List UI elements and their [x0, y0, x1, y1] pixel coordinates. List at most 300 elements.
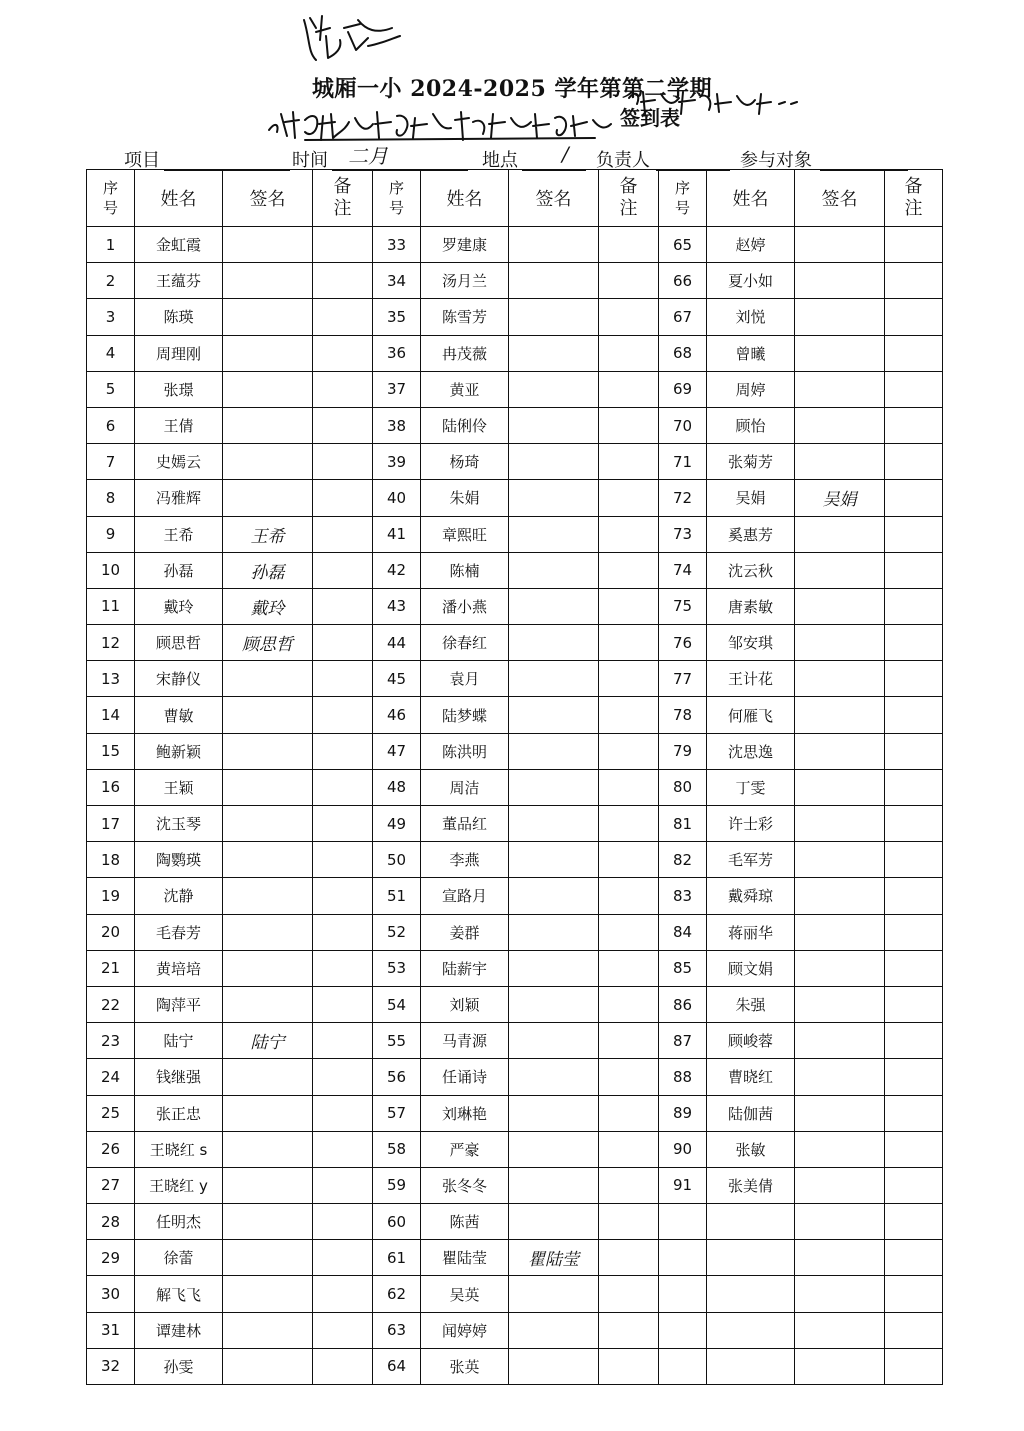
table-row	[87, 516, 943, 552]
seq-cell: 30	[87, 1276, 135, 1312]
name-cell: 奚惠芳	[707, 516, 795, 552]
note-cell[interactable]	[885, 950, 943, 986]
table-row	[87, 842, 943, 878]
note-cell[interactable]	[313, 1348, 373, 1384]
table-row	[87, 335, 943, 371]
note-cell[interactable]	[313, 769, 373, 805]
signature-cell[interactable]	[223, 1348, 313, 1384]
signature-cell[interactable]	[509, 1131, 599, 1167]
signature-cell[interactable]	[509, 227, 599, 263]
seq-cell: 25	[87, 1095, 135, 1131]
name-cell: 陶萍平	[135, 986, 223, 1022]
note-cell[interactable]	[313, 1240, 373, 1276]
signature-cell[interactable]	[795, 842, 885, 878]
subtitle-suffix: 签到表	[620, 106, 680, 130]
note-cell[interactable]	[885, 480, 943, 516]
signature-cell[interactable]	[223, 480, 313, 516]
note-cell[interactable]	[599, 263, 659, 299]
name-cell: 黄培培	[135, 950, 223, 986]
note-cell[interactable]	[599, 1276, 659, 1312]
signature-cell[interactable]	[795, 1204, 885, 1240]
signature-cell[interactable]	[509, 661, 599, 697]
note-cell[interactable]	[885, 588, 943, 624]
name-cell: 张英	[421, 1348, 509, 1384]
signature-cell[interactable]	[509, 625, 599, 661]
note-cell[interactable]	[885, 263, 943, 299]
note-cell[interactable]	[885, 1276, 943, 1312]
note-cell[interactable]	[313, 914, 373, 950]
signature-cell[interactable]	[509, 697, 599, 733]
name-cell: 姜群	[421, 914, 509, 950]
note-cell[interactable]	[599, 480, 659, 516]
name-cell	[707, 1348, 795, 1384]
seq-cell: 71	[659, 444, 707, 480]
signature-cell[interactable]	[795, 661, 885, 697]
note-cell[interactable]	[599, 552, 659, 588]
seq-cell: 26	[87, 1131, 135, 1167]
signature-cell[interactable]	[509, 950, 599, 986]
name-cell: 戴玲	[135, 588, 223, 624]
signature-cell[interactable]	[509, 299, 599, 335]
note-cell[interactable]	[599, 299, 659, 335]
table-row	[87, 1312, 943, 1348]
signature-cell[interactable]	[509, 516, 599, 552]
signature-cell[interactable]	[223, 299, 313, 335]
seq-cell: 45	[373, 661, 421, 697]
signature-cell[interactable]	[509, 1348, 599, 1384]
table-row	[87, 1204, 943, 1240]
note-cell[interactable]	[885, 1312, 943, 1348]
note-cell[interactable]	[885, 1348, 943, 1384]
note-cell[interactable]	[885, 1059, 943, 1095]
name-cell: 汤月兰	[421, 263, 509, 299]
name-cell: 陈洪明	[421, 733, 509, 769]
note-cell[interactable]	[885, 371, 943, 407]
note-header: 备 注	[599, 170, 659, 227]
signature-cell[interactable]	[509, 335, 599, 371]
note-cell[interactable]	[313, 227, 373, 263]
name-cell: 李燕	[421, 842, 509, 878]
name-cell: 吴英	[421, 1276, 509, 1312]
signature-cell[interactable]	[795, 1059, 885, 1095]
seq-cell	[659, 1204, 707, 1240]
signature-cell[interactable]	[223, 842, 313, 878]
name-cell: 董品红	[421, 806, 509, 842]
seq-cell: 37	[373, 371, 421, 407]
signature-cell[interactable]	[223, 986, 313, 1022]
name-cell: 张冬冬	[421, 1167, 509, 1203]
name-cell: 毛春芳	[135, 914, 223, 950]
name-cell: 陆梦蝶	[421, 697, 509, 733]
note-cell[interactable]	[885, 1023, 943, 1059]
note-cell[interactable]	[599, 878, 659, 914]
signature-cell[interactable]	[795, 733, 885, 769]
signature-cell[interactable]	[223, 1059, 313, 1095]
signature-cell[interactable]	[223, 697, 313, 733]
note-cell[interactable]	[313, 1276, 373, 1312]
signature-cell[interactable]	[223, 516, 313, 552]
signature-cell[interactable]	[795, 480, 885, 516]
note-cell[interactable]	[885, 335, 943, 371]
name-cell: 王晓红 s	[135, 1131, 223, 1167]
note-cell[interactable]	[885, 407, 943, 443]
note-cell[interactable]	[599, 806, 659, 842]
name-cell: 罗建康	[421, 227, 509, 263]
seq-cell: 86	[659, 986, 707, 1022]
table-row	[87, 1095, 943, 1131]
name-cell: 赵婷	[707, 227, 795, 263]
note-cell[interactable]	[599, 335, 659, 371]
signature-cell[interactable]	[795, 552, 885, 588]
signature-cell[interactable]	[795, 227, 885, 263]
signature-cell[interactable]	[509, 371, 599, 407]
note-cell[interactable]	[313, 371, 373, 407]
signature-cell[interactable]	[509, 588, 599, 624]
note-cell[interactable]	[313, 1131, 373, 1167]
note-cell[interactable]	[599, 1312, 659, 1348]
signature-cell[interactable]	[509, 1276, 599, 1312]
note-cell[interactable]	[885, 661, 943, 697]
seq-cell: 59	[373, 1167, 421, 1203]
signature-cell[interactable]	[795, 950, 885, 986]
signature-cell[interactable]	[509, 986, 599, 1022]
signature-cell[interactable]	[795, 806, 885, 842]
note-cell[interactable]	[313, 661, 373, 697]
signature-cell[interactable]	[509, 878, 599, 914]
name-cell: 朱娟	[421, 480, 509, 516]
signature-cell[interactable]	[509, 1312, 599, 1348]
note-cell[interactable]	[313, 480, 373, 516]
note-cell[interactable]	[313, 878, 373, 914]
table-row	[87, 806, 943, 842]
seq-cell: 81	[659, 806, 707, 842]
name-cell: 周洁	[421, 769, 509, 805]
name-cell: 刘琳艳	[421, 1095, 509, 1131]
signature-cell[interactable]	[223, 1204, 313, 1240]
seq-cell: 43	[373, 588, 421, 624]
signature-cell[interactable]	[223, 914, 313, 950]
signature-cell[interactable]	[509, 1095, 599, 1131]
note-cell[interactable]	[885, 1204, 943, 1240]
signature-cell[interactable]	[223, 552, 313, 588]
table-row	[87, 914, 943, 950]
seq-cell: 65	[659, 227, 707, 263]
note-cell[interactable]	[885, 842, 943, 878]
name-cell: 张正忠	[135, 1095, 223, 1131]
table-row	[87, 1348, 943, 1384]
note-cell[interactable]	[313, 299, 373, 335]
seq-cell: 77	[659, 661, 707, 697]
name-cell: 沈云秋	[707, 552, 795, 588]
signature-cell[interactable]	[795, 407, 885, 443]
signature-cell[interactable]	[223, 1095, 313, 1131]
signature-cell[interactable]	[795, 444, 885, 480]
name-cell: 陈茜	[421, 1204, 509, 1240]
note-cell[interactable]	[599, 371, 659, 407]
seq-cell: 2	[87, 263, 135, 299]
note-cell[interactable]	[885, 227, 943, 263]
note-cell[interactable]	[599, 407, 659, 443]
signature-cell[interactable]	[509, 444, 599, 480]
signature-cell[interactable]	[795, 986, 885, 1022]
note-cell[interactable]	[599, 661, 659, 697]
note-cell[interactable]	[599, 733, 659, 769]
signature-cell[interactable]	[795, 371, 885, 407]
note-cell[interactable]	[313, 263, 373, 299]
seq-cell	[659, 1348, 707, 1384]
signature-cell[interactable]	[223, 1167, 313, 1203]
note-cell[interactable]	[599, 697, 659, 733]
signature-cell[interactable]	[223, 227, 313, 263]
signature-cell[interactable]	[509, 1240, 599, 1276]
note-cell[interactable]	[313, 1204, 373, 1240]
note-cell[interactable]	[599, 1240, 659, 1276]
name-cell: 沈思逸	[707, 733, 795, 769]
note-cell[interactable]	[599, 1348, 659, 1384]
name-cell: 严豪	[421, 1131, 509, 1167]
handwritten-signature: 瞿陆莹	[528, 1250, 579, 1271]
name-cell: 袁月	[421, 661, 509, 697]
signature-cell[interactable]	[223, 263, 313, 299]
seq-cell: 9	[87, 516, 135, 552]
seq-cell: 47	[373, 733, 421, 769]
seq-cell: 50	[373, 842, 421, 878]
name-cell: 张敏	[707, 1131, 795, 1167]
note-cell[interactable]	[885, 1131, 943, 1167]
note-cell[interactable]	[885, 1095, 943, 1131]
name-cell: 戴舜琼	[707, 878, 795, 914]
seq-cell: 66	[659, 263, 707, 299]
name-cell: 金虹霞	[135, 227, 223, 263]
note-cell[interactable]	[599, 914, 659, 950]
note-cell[interactable]	[599, 1204, 659, 1240]
signature-cell[interactable]	[223, 1131, 313, 1167]
signature-cell[interactable]	[795, 335, 885, 371]
note-cell[interactable]	[599, 1167, 659, 1203]
handwritten-subtitle-ink	[265, 100, 615, 144]
note-cell[interactable]	[885, 986, 943, 1022]
note-cell[interactable]	[313, 588, 373, 624]
name-cell: 周理刚	[135, 335, 223, 371]
signature-cell[interactable]	[223, 1240, 313, 1276]
signature-cell[interactable]	[795, 878, 885, 914]
note-cell[interactable]	[313, 697, 373, 733]
note-cell[interactable]	[885, 552, 943, 588]
table-row	[87, 986, 943, 1022]
signature-cell[interactable]	[795, 1240, 885, 1276]
name-header: 姓名	[135, 170, 223, 227]
note-cell[interactable]	[313, 733, 373, 769]
signature-cell[interactable]	[223, 1276, 313, 1312]
note-cell[interactable]	[313, 986, 373, 1022]
table-row	[87, 661, 943, 697]
signature-cell[interactable]	[509, 769, 599, 805]
handwritten-signature: 顾思哲	[242, 635, 293, 656]
table-row	[87, 1131, 943, 1167]
note-cell[interactable]	[313, 806, 373, 842]
seq-cell: 76	[659, 625, 707, 661]
signature-cell[interactable]	[509, 806, 599, 842]
signature-cell[interactable]	[223, 371, 313, 407]
name-cell: 何雁飞	[707, 697, 795, 733]
signature-cell[interactable]	[509, 407, 599, 443]
seq-cell: 48	[373, 769, 421, 805]
signature-cell[interactable]	[509, 842, 599, 878]
seq-cell: 41	[373, 516, 421, 552]
signature-cell[interactable]	[509, 1059, 599, 1095]
note-cell[interactable]	[885, 697, 943, 733]
seq-cell: 54	[373, 986, 421, 1022]
handwritten-signature: 吴娟	[822, 490, 857, 511]
signature-cell[interactable]	[795, 516, 885, 552]
note-cell[interactable]	[599, 1059, 659, 1095]
signature-cell[interactable]	[223, 950, 313, 986]
seq-cell: 61	[373, 1240, 421, 1276]
note-cell[interactable]	[313, 625, 373, 661]
signature-cell[interactable]	[223, 444, 313, 480]
note-cell[interactable]	[313, 1312, 373, 1348]
signature-cell[interactable]	[795, 914, 885, 950]
signature-cell[interactable]	[223, 588, 313, 624]
name-cell: 毛军芳	[707, 842, 795, 878]
note-cell[interactable]	[885, 444, 943, 480]
seq-header: 序 号	[373, 170, 421, 227]
handwritten-signature: 戴玲	[250, 598, 285, 619]
note-cell[interactable]	[885, 806, 943, 842]
name-cell: 张美倩	[707, 1167, 795, 1203]
signature-cell[interactable]	[795, 1312, 885, 1348]
name-cell: 冯雅辉	[135, 480, 223, 516]
note-cell[interactable]	[599, 842, 659, 878]
signature-cell[interactable]	[795, 1095, 885, 1131]
note-cell[interactable]	[885, 516, 943, 552]
signature-cell[interactable]	[223, 878, 313, 914]
signature-cell[interactable]	[223, 661, 313, 697]
subtitle-row	[265, 100, 765, 144]
note-cell[interactable]	[885, 769, 943, 805]
name-cell: 邹安琪	[707, 625, 795, 661]
note-cell[interactable]	[599, 769, 659, 805]
signature-cell[interactable]	[223, 1312, 313, 1348]
note-cell[interactable]	[885, 625, 943, 661]
signature-cell[interactable]	[223, 769, 313, 805]
note-cell[interactable]	[599, 1095, 659, 1131]
signature-cell[interactable]	[795, 299, 885, 335]
seq-cell: 8	[87, 480, 135, 516]
note-cell[interactable]	[313, 1167, 373, 1203]
signature-cell[interactable]	[795, 697, 885, 733]
signature-cell[interactable]	[509, 1167, 599, 1203]
signature-cell[interactable]	[223, 733, 313, 769]
seq-cell: 82	[659, 842, 707, 878]
seq-cell	[659, 1276, 707, 1312]
signature-cell[interactable]	[223, 407, 313, 443]
name-cell: 张菊芳	[707, 444, 795, 480]
note-cell[interactable]	[599, 950, 659, 986]
note-cell[interactable]	[885, 1167, 943, 1203]
note-cell[interactable]	[885, 1240, 943, 1276]
signature-cell[interactable]	[223, 1023, 313, 1059]
signature-cell[interactable]	[223, 335, 313, 371]
note-cell[interactable]	[313, 1023, 373, 1059]
note-cell[interactable]	[313, 1095, 373, 1131]
signature-cell[interactable]	[509, 733, 599, 769]
seq-cell: 63	[373, 1312, 421, 1348]
signature-cell[interactable]	[795, 1023, 885, 1059]
note-cell[interactable]	[885, 733, 943, 769]
note-cell[interactable]	[599, 1023, 659, 1059]
seq-cell: 88	[659, 1059, 707, 1095]
signature-cell[interactable]	[795, 769, 885, 805]
table-row	[87, 407, 943, 443]
seq-cell: 91	[659, 1167, 707, 1203]
signature-cell[interactable]	[509, 914, 599, 950]
seq-cell: 69	[659, 371, 707, 407]
signature-cell[interactable]	[795, 1348, 885, 1384]
signature-cell[interactable]	[509, 552, 599, 588]
name-cell: 孙磊	[135, 552, 223, 588]
seq-header: 序 号	[87, 170, 135, 227]
note-cell[interactable]	[599, 986, 659, 1022]
name-header: 姓名	[421, 170, 509, 227]
signature-cell[interactable]	[795, 625, 885, 661]
name-cell: 周婷	[707, 371, 795, 407]
note-cell[interactable]	[599, 588, 659, 624]
note-cell[interactable]	[885, 914, 943, 950]
signature-cell[interactable]	[795, 588, 885, 624]
note-cell[interactable]	[599, 625, 659, 661]
name-cell: 陆薪宇	[421, 950, 509, 986]
signature-cell[interactable]	[223, 806, 313, 842]
note-cell[interactable]	[599, 1131, 659, 1167]
seq-cell: 70	[659, 407, 707, 443]
seq-cell: 49	[373, 806, 421, 842]
name-cell: 张璟	[135, 371, 223, 407]
note-cell[interactable]	[313, 842, 373, 878]
note-cell[interactable]	[313, 1059, 373, 1095]
note-cell[interactable]	[599, 444, 659, 480]
signature-cell[interactable]	[509, 1204, 599, 1240]
name-cell: 陈瑛	[135, 299, 223, 335]
note-cell[interactable]	[599, 516, 659, 552]
signature-cell[interactable]	[509, 263, 599, 299]
signature-cell[interactable]	[795, 1167, 885, 1203]
note-cell[interactable]	[313, 950, 373, 986]
note-cell[interactable]	[599, 227, 659, 263]
note-cell[interactable]	[313, 444, 373, 480]
signature-cell[interactable]	[795, 263, 885, 299]
seq-cell: 84	[659, 914, 707, 950]
note-cell[interactable]	[313, 407, 373, 443]
note-cell[interactable]	[313, 516, 373, 552]
signature-cell[interactable]	[795, 1276, 885, 1312]
seq-cell: 20	[87, 914, 135, 950]
note-cell[interactable]	[885, 299, 943, 335]
name-cell: 曹晓红	[707, 1059, 795, 1095]
note-cell[interactable]	[885, 878, 943, 914]
name-header: 姓名	[707, 170, 795, 227]
note-cell[interactable]	[313, 552, 373, 588]
name-cell: 陈雪芳	[421, 299, 509, 335]
seq-cell: 34	[373, 263, 421, 299]
signature-cell[interactable]	[223, 625, 313, 661]
seq-cell: 36	[373, 335, 421, 371]
signature-cell[interactable]	[509, 1023, 599, 1059]
note-cell[interactable]	[313, 335, 373, 371]
signature-cell[interactable]	[509, 480, 599, 516]
name-cell: 顾峻蓉	[707, 1023, 795, 1059]
signature-cell[interactable]	[795, 1131, 885, 1167]
